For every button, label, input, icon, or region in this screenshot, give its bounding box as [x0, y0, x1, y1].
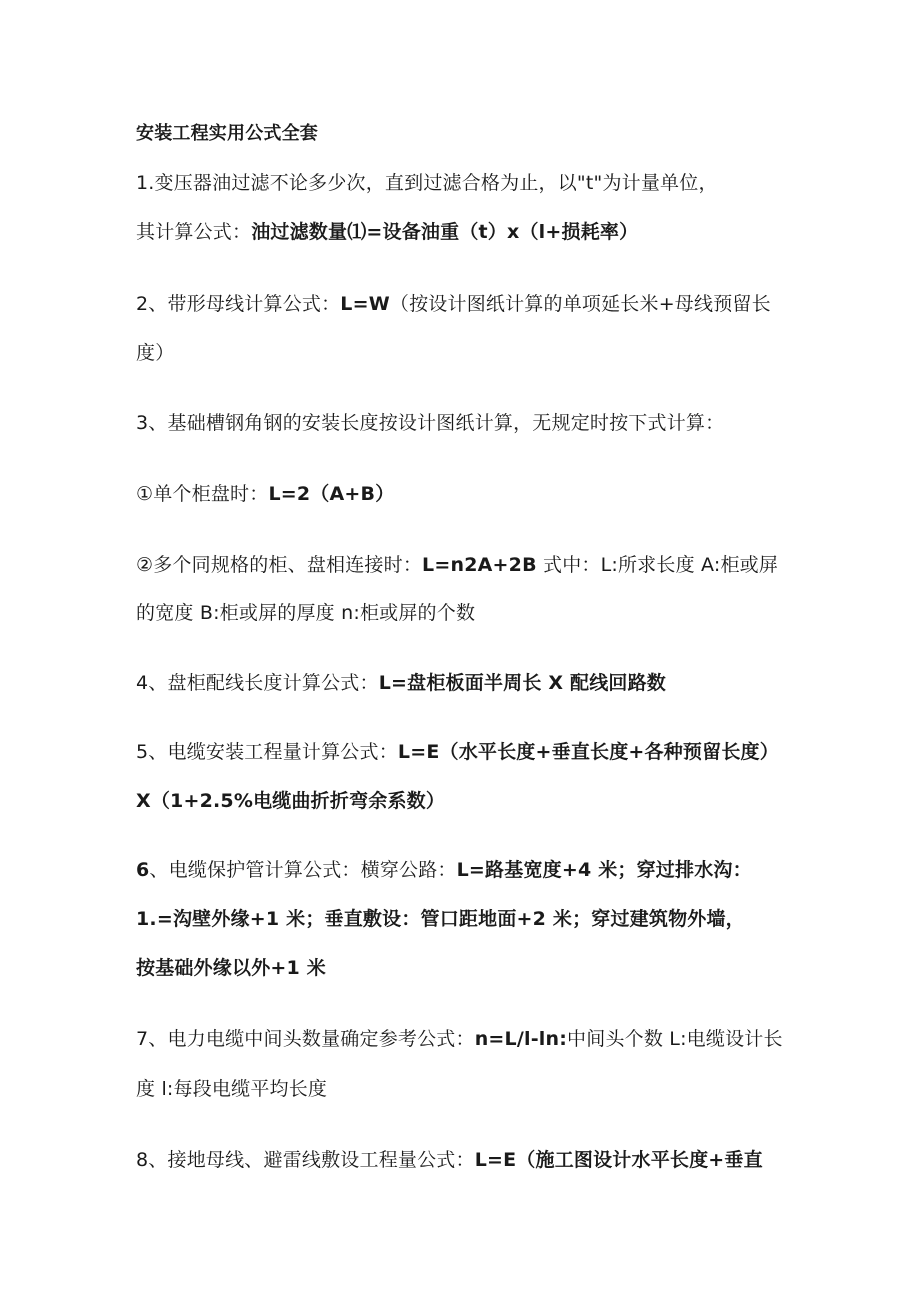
paragraph-line [136, 907, 796, 931]
text-run: 度） [136, 342, 175, 364]
formula-text: 油过滤数量⑴=设备油重（t）x（l+损耗率） [251, 221, 639, 243]
formula-text: L=路基宽度+4 米；穿过排水沟： [456, 859, 752, 881]
paragraph-line [136, 789, 796, 813]
paragraph-line [136, 553, 796, 577]
formula-text: L=盘柜板面半周长 X 配线回路数 [378, 672, 667, 694]
text-run: 度 l:每段电缆平均长度 [136, 1078, 328, 1100]
paragraph-line [136, 601, 796, 625]
text-run: 、电缆保护管计算公式：横穿公路： [149, 859, 457, 881]
text-run: ②多个同规格的柜、盘相连接时： [136, 554, 423, 576]
text-run: 4、盘柜配线长度计算公式： [136, 672, 379, 694]
paragraph-line [136, 482, 796, 506]
document-title: 安装工程实用公式全套 [136, 123, 318, 144]
formula-text: L=E（水平长度+垂直长度+各种预留长度） [397, 741, 779, 763]
formula-text: n=L/l-ln: [474, 1028, 568, 1050]
paragraph-line [136, 1077, 796, 1101]
text-run: 式中：L:所求长度 A:柜或屏 [536, 554, 779, 576]
paragraph-line [136, 341, 796, 365]
formula-text: 6 [136, 859, 150, 881]
text-run: 3、基础槽钢角钢的安装长度按设计图纸计算，无规定时按下式计算： [136, 412, 725, 434]
text-run: 7、电力电缆中间头数量确定参考公式： [136, 1028, 475, 1050]
paragraph-line [136, 220, 796, 244]
text-run: 其计算公式： [136, 221, 252, 243]
text-run: 8、接地母线、避雷线敷设工程量公式： [136, 1149, 475, 1171]
formula-text: L=n2A+2B [422, 554, 537, 576]
paragraph-line [136, 1148, 796, 1172]
text-run: 1.变压器油过滤不论多少次，直到过滤合格为止，以"t"为计量单位， [136, 172, 718, 194]
formula-text: 1.=沟壁外缘+1 米；垂直敷设：管口距地面+2 米；穿过建筑物外墙， [136, 908, 745, 930]
paragraph-line [136, 740, 796, 764]
formula-text: L=2（A+B） [268, 483, 395, 505]
paragraph-line [136, 1027, 796, 1051]
paragraph-line [136, 956, 796, 980]
text-run: （按设计图纸计算的单项延长米+母线预留长 [389, 293, 771, 315]
text-run: 的宽度 B:柜或屏的厚度 n:柜或屏的个数 [136, 602, 476, 624]
paragraph-line [136, 171, 796, 195]
paragraph-line [136, 858, 796, 882]
formula-text: L=E（施工图设计水平长度+垂直 [474, 1149, 763, 1171]
paragraph-line [136, 292, 796, 316]
formula-text: X（1+2.5%电缆曲折折弯余系数） [136, 790, 446, 812]
paragraph-line [136, 411, 796, 435]
text-run: 2、带形母线计算公式： [136, 293, 341, 315]
text-run: 5、电缆安装工程量计算公式： [136, 741, 398, 763]
formula-text: 按基础外缘以外+1 米 [136, 957, 326, 979]
text-run: ①单个柜盘时： [136, 483, 269, 505]
formula-text: L=W [340, 293, 390, 315]
paragraph-line [136, 671, 796, 695]
text-run: 中间头个数 L:电缆设计长 [567, 1028, 783, 1050]
